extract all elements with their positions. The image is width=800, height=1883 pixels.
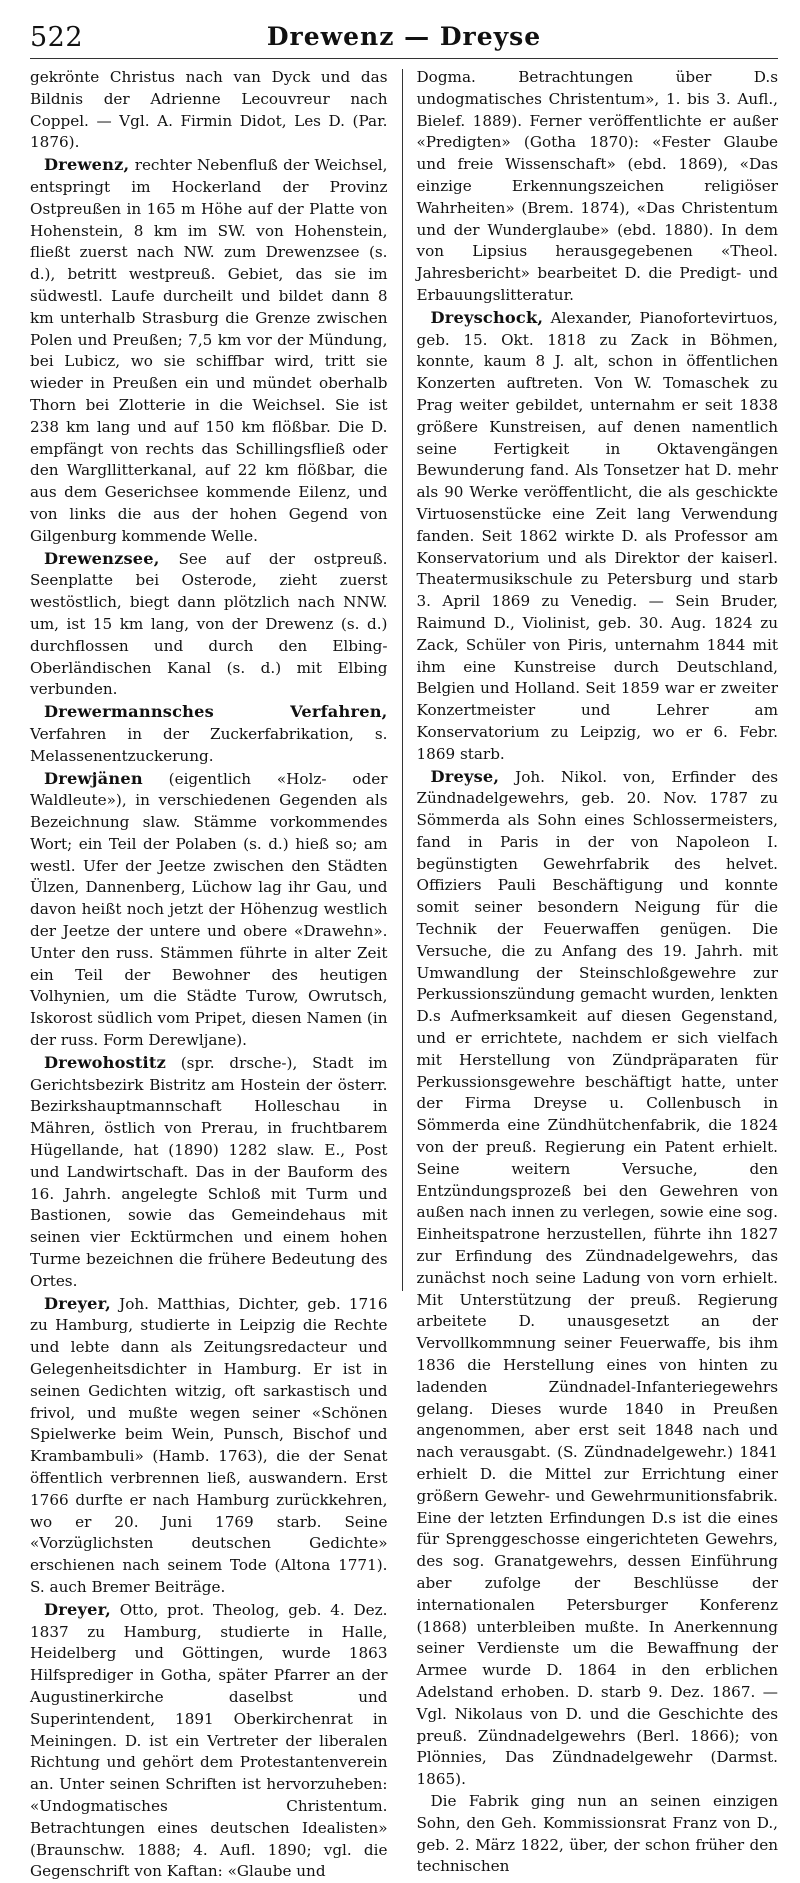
entry-headword: Drewenz, (44, 155, 130, 175)
dictionary-entry (30, 548, 388, 702)
dictionary-entry (30, 768, 388, 1052)
entry-headword: Drewohostitz (44, 1052, 166, 1072)
entry-text: gekrönte Christus nach van Dyck und das Bildnis der Adrienne Lecouvreur nach Coppel. — Vgl. A. Firmin Didot, Les D. (Par. 1876). (30, 68, 388, 152)
running-head: Drewenz — Dreyse (266, 22, 542, 51)
entry-headword: Dreyer, (44, 1293, 111, 1313)
page-header (30, 0, 778, 59)
entry-text: Alexander, Pianofortevirtuos, geb. 15. Okt. 1818 zu Zack in Böhmen, konnte, kaum 8 J. alt, schon in öffentlichen Konzerten auftreten. Von W. Tomaschek zu Prag weiter gebildet, unternahm er seit 1838 größere Kunstreisen, auf denen namentlich seine Fertigkeit in Oktavengängen Bewunderung fand. Als Tonsetzer hat D. mehr als 90 Werke veröffentlicht, die als geschickte Virtuosenstücke eine Zeit lang Verwendung fanden. Seit 1862 wirkte D. als Professor am Konservatorium und als Direktor der kaiserl. Theatermusikschule zu Petersburg und starb 3. April 1869 zu Venedig. — Sein Bruder, Raimund D., Violinist, geb. 30. Aug. 1824 zu Zack, Schüler von Piris, unternahm 1844 mit ihm eine Kunstreise durch Deutschland, Belgien und Holland. Seit 1859 war er zweiter Konzertmeister und Lehrer am Konservatorium zu Leipzig, wo er 6. Febr. 1869 starb. (416, 308, 778, 763)
dictionary-entry (30, 1293, 388, 1599)
entry-text: (eigentlich «Holz- oder Waldleute»), in verschiedenen Gegenden als Bezeichnung slaw. Stämme vorkommendes Wort; ein Teil der Polaben (s. d.) hieß so; am westl. Ufer der Jeetze zwischen den Städten Ülzen, Dannenberg, Lüchow lag ihr Gau, und davon heißt noch jetzt der Höhenzug westlich der Jeetze der untere und obere «Drawehn». Unter den russ. Stämmen führte in alter Zeit ein Teil der Bewohner des heutigen Volhynien, um die Städte Turow, Owrutsch, Iskorost südlich vom Pripet, diesen Namen (in der russ. Form Derewljane). (30, 769, 388, 1050)
entry-text: Joh. Nikol. von, Erfinder des Zündnadelgewehrs, geb. 20. Nov. 1787 zu Sömmerda als Sohn eines Schlossermeisters, fand in Paris in der von Napoleon I. begünstigten Gewehrfabrik des helvet. Offiziers Pauli Beschäftigung und konnte somit seiner besondern Neigung für die Technik der Feuerwaffen genügen. Die Versuche, die zu Anfang des 19. Jahrh. mit Umwandlung der Steinschloßgewehre zur Perkussionszündung gemacht wurden, lenkten D.s Aufmerksamkeit auf diesen Gegenstand, und er errichtete, nachdem er sich vielfach mit Herstellung von Zündpräparaten für Perkussionsgewehre beschäftigt hatte, unter der Firma Dreyse u. Collenbusch in Sömmerda eine Zündhütchenfabrik, die 1824 von der preuß. Regierung ein Patent erhielt. Seine weitern Versuche, den Entzündungsprozeß bei den Gewehren von außen nach innen zu verlegen, sowie eine sog. Einheitspatrone herzustellen, führte ihn 1827 zur Erfindung des Zündnadelgewehrs, das zunächst noch seine Ladung von vorn erhielt. Mit Unterstützung der preuß. Regierung arbeitete D. unausgesetzt an der Vervollkommnung seiner Feuerwaffe, bis ihm 1836 die Herstellung eines von hinten zu ladenden Zündnadel-Infanteriegewehrs gelang. Dieses wurde 1840 in Preußen angenommen, aber erst seit 1848 nach und nach verausgabt. (S. Zündnadelgewehr.) 1841 erhielt D. die Mittel zur Errichtung einer größern Gewehr- und Gewehrmunitionsfabrik. Eine der letzten Erfindungen D.s ist die eines für Sprenggeschosse eingerichteten Gewehrs, des sog. Granatgewehrs, dessen Einführung aber zufolge der Beschlüsse der internationalen Petersburger Konferenz (1868) unterbleiben mußte. In Anerkennung seiner Verdienste um die Bewaffnung der Armee wurde D. 1864 in den erblichen Adelstand erhoben. D. starb 9. Dez. 1867. — Vgl. Nikolaus von D. und die Geschichte des preuß. Zündnadelgewehrs (Berl. 1866); von Plönnies, Das Zündnadelgewehr (Darmst. 1865). (416, 767, 778, 1789)
entry-text: Verfahren in der Zuckerfabrikation, s. Melassenentzuckerung. (30, 724, 388, 765)
dictionary-entry (417, 67, 779, 307)
entry-text: Otto, prot. Theolog, geb. 4. Dez. 1837 zu Hamburg, studierte in Halle, Heidelberg und Göttingen, wurde 1863 Hilfsprediger in Gotha, später Pfarrer an der Augustinerkirche daselbst und Superintendent, 1891 Oberkirchenrat in Meiningen. D. ist ein Vertreter der liberalen Richtung und gehört dem Protestantenverein an. Unter seinen Schriften ist hervorzuheben: «Undogmatisches Christentum. Betrachtungen eines deutschen Idealisten» (Braunschw. 1888; 4. Aufl. 1890; vgl. die Gegenschrift von Kaftan: «Glaube und (30, 1600, 388, 1881)
right-column (403, 67, 779, 1876)
entry-headword: Drewenzsee, (44, 548, 160, 568)
dictionary-entry (417, 1791, 779, 1878)
page-number: 522 (30, 22, 84, 53)
entry-text: See auf der ostpreuß. Seenplatte bei Osterode, zieht zuerst westöstlich, biegt dann plötzlich nach NNW. um, ist 15 km lang, von der Drewenz (s. d.) durchflossen und durch den Elbing-Oberländischen Kanal (s. d.) mit Elbing verbunden. (30, 549, 388, 699)
entry-text: rechter Nebenfluß der Weichsel, entspringt im Hockerland der Provinz Ostpreußen in 165 m Höhe auf der Platte von Hohenstein, 8 km im SW. von Hohenstein, fließt zuerst nach NW. zum Drewenzsee (s. d.), betritt westpreuß. Gebiet, das sie im südwestl. Laufe durcheilt und bildet dann 8 km unterhalb Strasburg die Grenze zwischen Polen und Preußen; 7,5 km vor der Mündung, bei Lubicz, wo sie schiffbar wird, tritt sie wieder in Preußen ein und mündet oberhalb Thorn bei Zlotterie in die Weichsel. Sie ist 238 km lang und auf 150 km flößbar. Die D. empfängt von rechts das Schillingsfließ oder den Wargllitterkanal, auf 22 km flößbar, die aus dem Geserichsee kommende Eilenz, und von links die aus der hohen Gegend von Gilgenburg kommende Welle. (30, 156, 388, 545)
dictionary-entry (30, 1052, 388, 1293)
entry-headword: Drewermannsches Verfahren, (44, 702, 388, 722)
entry-headword: Drewjänen (44, 768, 143, 788)
dictionary-entry (30, 67, 388, 154)
entry-headword: Dreyschock, (430, 307, 544, 327)
entry-text: Joh. Matthias, Dichter, geb. 1716 zu Hamburg, studierte in Leipzig die Rechte und lebte dann als Zeitungsredacteur und Gelegenheitsdichter in Hamburg. Er ist in seinen Gedichten witzig, oft sarkastisch und frivol, und mußte wegen seiner «Schönen Spielwerke beim Wein, Punsch, Bischof und Krambambuli» (Hamb. 1763), die der Senat öffentlich verbrennen ließ, auswandern. Erst 1766 durfte er nach Hamburg zurückkehren, wo er 20. Juni 1769 starb. Seine «Vorzüglichsten deutschen Gedichte» erschienen nach seinem Tode (Altona 1771). S. auch Bremer Beiträge. (30, 1294, 388, 1596)
entry-headword: Dreyer, (44, 1599, 111, 1619)
text-columns (30, 67, 778, 1881)
entry-text: Dogma. Betrachtungen über D.s undogmatisches Christentum», 1. bis 3. Aufl., Bielef. 1889). Ferner veröffentlichte er außer «Predigten» (Gotha 1870): «Fester Glaube und freie Wissenschaft» (ebd. 1869), «Das einzige Erkennungszeichen religiöser Wahrheiten» (Brem. 1874), «Das Christentum und der Wunderglaube» (ebd. 1880). In dem von Lipsius herausgegebenen «Theol. Jahresbericht» bearbeitet D. die Predigt- und Erbauungslitteratur. (416, 68, 778, 304)
entry-headword: Dreyse, (430, 766, 500, 786)
entry-text: Die Fabrik ging nun an seinen einzigen Sohn, den Geh. Kommissionsrat Franz von D., geb. 2. März 1822, über, der schon früher den technischen (416, 1791, 778, 1876)
dictionary-entry (417, 307, 779, 766)
dictionary-entry (30, 154, 388, 547)
dictionary-entry (417, 766, 779, 1791)
entry-text: (spr. drsche-), Stadt im Gerichtsbezirk Bistritz am Hostein der österr. Bezirkshauptmannschaft Holleschau in Mähren, östlich von Prerau, in fruchtbarem Hügellande, hat (1890) 1282 slaw. E., Post und Landwirtschaft. Das in der Bauform des 16. Jahrh. angelegte Schloß mit Turm und Bastionen, sowie das Gemeindehaus mit seinen vier Ecktürmchen und einem hohen Turme bezeichnen die frühere Bedeutung des Ortes. (30, 1053, 388, 1290)
dictionary-entry (30, 701, 388, 767)
dictionary-entry (30, 1599, 388, 1883)
left-column (30, 67, 402, 1881)
